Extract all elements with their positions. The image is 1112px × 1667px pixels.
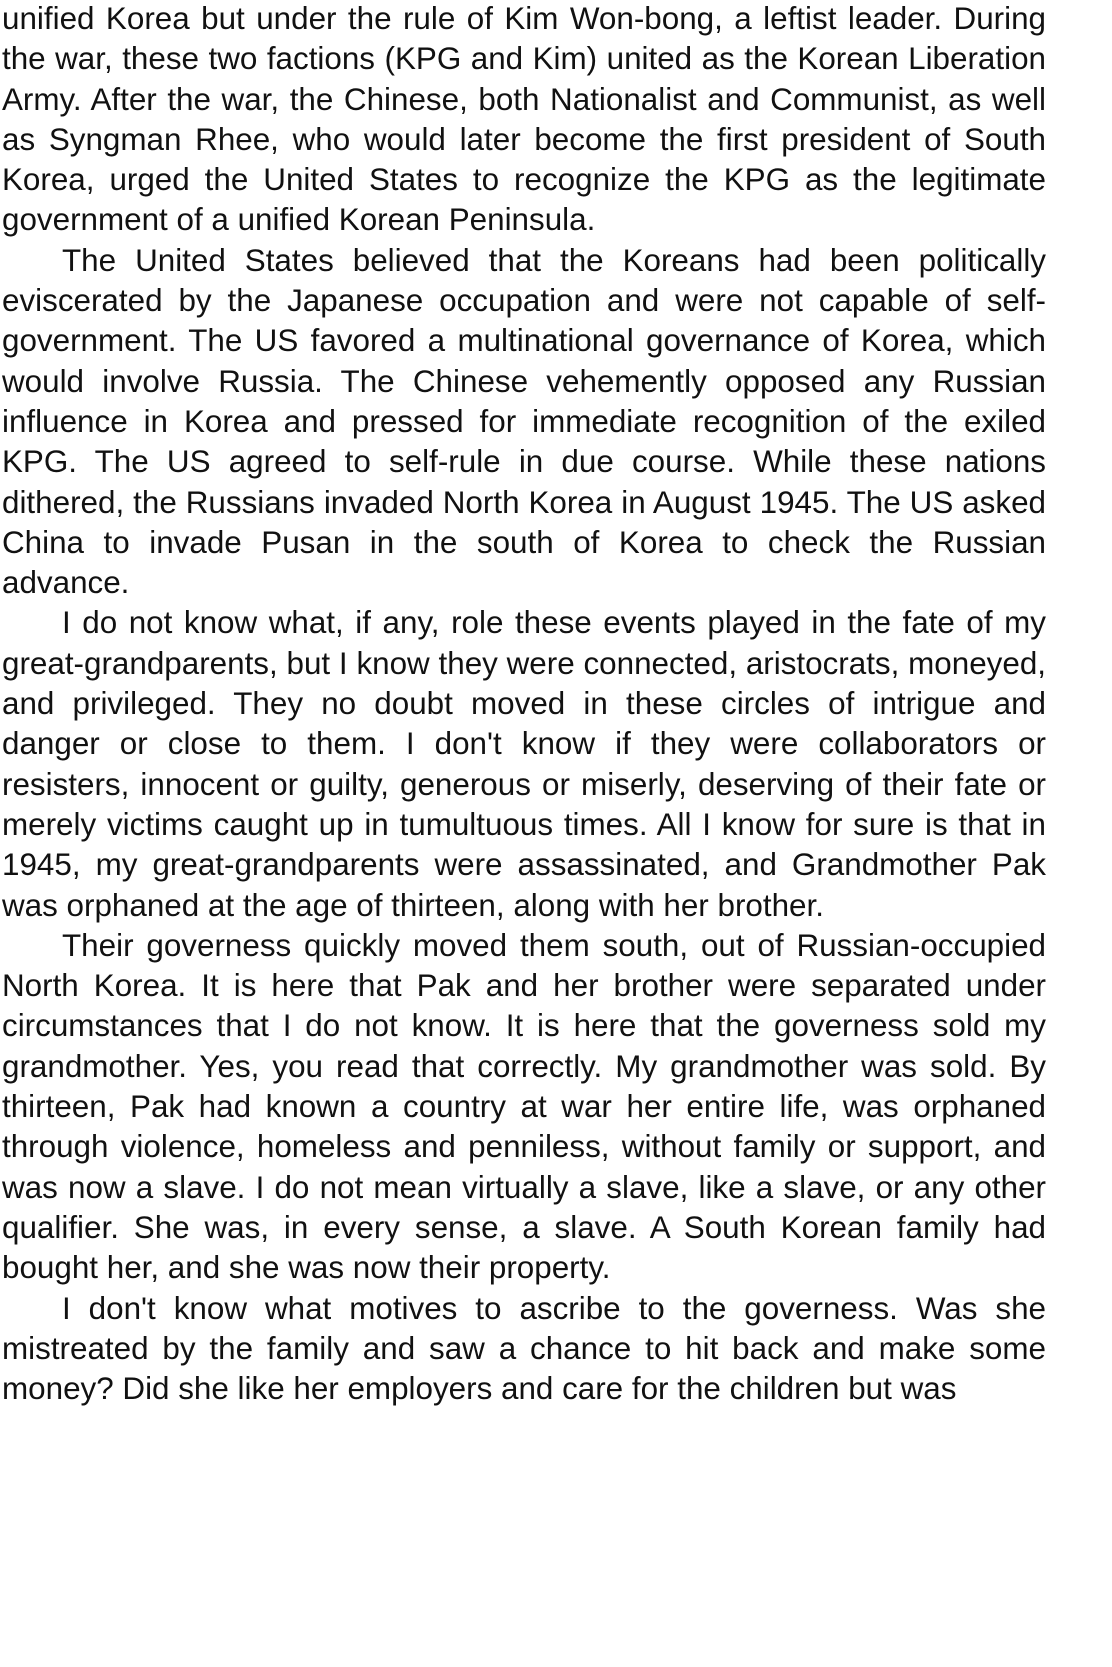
paragraph-2: The United States believed that the Koreans had been politically eviscerated by the Japanese occupation and were not capable of self-government. The US favored a multinational governance of Korea, which would involve Russia. The Chinese vehemently opposed any Russian influence in Korea and pressed for immediate recognition of the exiled KPG. The US agreed to self-rule in due course. While these nations dithered, the Russians invaded North Korea in August 1945. The US asked China to invade Pusan in the south of Korea to check the Russian advance. [2,242,1046,601]
paragraph-1: unified Korea but under the rule of Kim Won-bong, a leftist leader. During the war, these two factions (KPG and Kim) united as the Korean Liberation Army. After the war, the Chinese, both Nationalist and Communist, as well as Syngman Rhee, who would later become the first president of South Korea, urged the United States to recognize the KPG as the legitimate government of a unified Korean Peninsula. [2,1,1046,238]
paragraph-4: Their governess quickly moved them south, out of Russian-occupied North Korea. It is here that Pak and her brother were separated under circumstances that I do not know. It is here that the governess sold my grandmother. Yes, you read that correctly. My grandmother was sold. By thirteen, Pak had known a country at war her entire life, was orphaned through violence, homeless and penniless, without family or support, and was now a slave. I do not mean virtually a slave, like a slave, or any other qualifier. She was, in every sense, a slave. A South Korean family had bought her, and she was now their property. [2,927,1046,1286]
paragraph-5: I don't know what motives to ascribe to the governess. Was she mistreated by the family and saw a chance to hit back and make some money? Did she like her employers and care for the children but was [2,1290,1046,1407]
body-text [2,0,1046,1409]
paragraph-3: I do not know what, if any, role these events played in the fate of my great-grandparents, but I know they were connected, aristocrats, moneyed, and privileged. They no doubt moved in these circles of intrigue and danger or close to them. I don't know if they were collaborators or resisters, innocent or guilty, generous or miserly, deserving of their fate or merely victims caught up in tumultuous times. All I know for sure is that in 1945, my great-grandparents were assassinated, and Grandmother Pak was orphaned at the age of thirteen, along with her brother. [2,605,1046,923]
